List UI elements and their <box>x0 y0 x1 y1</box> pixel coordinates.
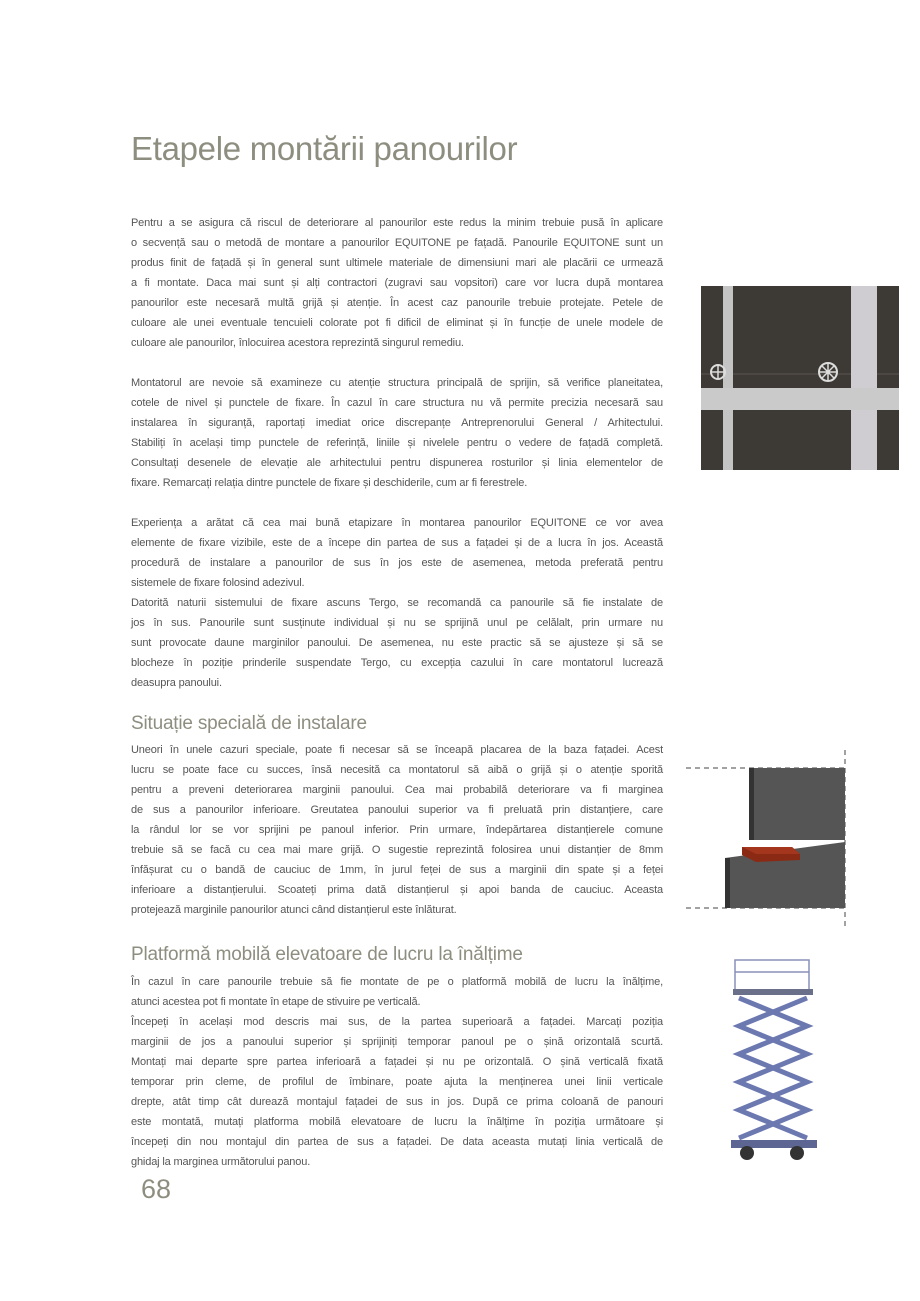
platform-paragraph-2 <box>131 1012 663 1172</box>
text-line: temporar prin cleme, de profilul de îmbinare, poate ajuta la menținerea unei linii verticale <box>131 1076 663 1088</box>
text-line: În cazul în care panourile trebuie să fie montate de pe o platformă mobilă de lucru la înălțime, <box>131 976 663 988</box>
text-line: Uneori în unele cazuri speciale, poate fi necesar să se înceapă placarea de la baza fațadei. Acest <box>131 744 663 756</box>
text-line: instalarea în siguranță, raportați imediat orice discrepanțe Antreprenorului General / Arhitectului. <box>131 417 663 429</box>
text-line: Montatorul are nevoie să examineze cu atenție structura principală de sprijin, să verifice planeitatea, <box>131 377 663 389</box>
text-line: atunci acestea pot fi montate în etape de stivuire pe verticală. <box>131 996 421 1008</box>
text-line: pentru a preveni deteriorarea marginii panoului. Cea mai probabilă deteriorare va fi marginea <box>131 784 663 796</box>
text-line: protejează marginile panourilor atunci când distanțierul este înlăturat. <box>131 904 457 916</box>
text-line: fixare. Remarcați relația dintre punctele de fixare și deschiderile, cum ar fi ferestrele. <box>131 477 528 489</box>
text-line: Pentru a se asigura că riscul de deteriorare al panourilor este redus la minim trebuie pusă în aplicare <box>131 217 663 229</box>
text-line: produs finit de fațadă și în general sunt ultimele materiale de dimensiuni mari ale placării ce urmează <box>131 257 663 269</box>
spacer-diagram <box>686 750 848 930</box>
text-line: Stabiliți în același timp punctele de referință, liniile și nivelele pentru o vedere de fațadă completă. <box>131 437 663 449</box>
text-line: a fi montate. Daca mai sunt și alți contractori (zugravi sau vopsitori) care vor lucra după montarea <box>131 277 663 289</box>
text-line: culoare ale unei eventuale tencuieli colorate pot fi dificil de eliminat și în funcție de unele modele de <box>131 317 663 329</box>
platform-paragraph-1 <box>131 972 663 1012</box>
text-line: o secvență sau o metodă de montare a panourilor EQUITONE pe fațadă. Panourile EQUITONE sunt un <box>131 237 663 249</box>
text-line: sunt provocate daune marginilor panoului. De asemenea, nu este practic să se ajusteze și să se <box>131 637 663 649</box>
text-line: procedură de instalare a panourilor de sus în jos este de asemenea, metoda preferată pentru <box>131 557 663 569</box>
text-line: inferioare a distanțierului. Scoateți prima dată distanțierul și apoi banda de cauciuc. Aceasta <box>131 884 663 896</box>
page-number: 68 <box>141 1174 172 1204</box>
tergo-paragraph <box>131 593 663 693</box>
text-line: culoare ale panourilor, înlocuirea acestora reprezintă singurul remediu. <box>131 337 464 349</box>
text-line: trebuie să se facă cu cea mai mare grijă. O sugestie reprezintă folosirea unui distanțier de 8mm <box>131 844 663 856</box>
intro-paragraph <box>131 213 663 353</box>
text-line: elemente de fixare vizibile, este de a începe din partea de sus a fațadei și de a lucra în jos. Această <box>131 537 663 549</box>
text-line: cotele de nivel și punctele de fixare. În cazul în care structura nu vă permite precizia necesară sau <box>131 397 663 409</box>
text-line: Consultați desenele de elevație ale arhitectului pentru dispunerea rosturilor și linia elementelor de <box>131 457 663 469</box>
text-line: drepte, atât timp cât durează montajul fațadei de sus in jos. După ce prima coloană de panouri <box>131 1096 663 1108</box>
text-line: ghidaj la marginea următorului panou. <box>131 1156 311 1168</box>
text-line: este montată, mutați platforma mobilă elevatoare de lucru la înălțime în poziția următoare și <box>131 1116 663 1128</box>
text-line: marginii de jos a panoului superior și sprijiniți temporar panoul pe o șină orizontală scurtă. <box>131 1036 663 1048</box>
text-line: Experiența a arătat că cea mai bună etapizare în montarea panourilor EQUITONE ce vor avea <box>131 517 663 529</box>
text-line: de sus a panourilor inferioare. Greutatea panoului superior va fi preluată prin distanțiere, care <box>131 804 663 816</box>
platform-section-heading: Platformă mobilă elevatoare de lucru la înălțime <box>131 944 523 965</box>
text-line: Montați mai departe spre partea inferioară a fațadei și nu pe orizontală. O șină verticală fixată <box>131 1056 663 1068</box>
page-title: Etapele montării panourilor <box>131 130 518 167</box>
text-line: la rândul lor se vor sprijini pe panoul inferior. Prin urmare, îndepărtarea distanțierele comune <box>131 824 663 836</box>
text-line: jos în sus. Panourile sunt susținute individual și nu se sprijină unul pe celălalt, prin urmare nu <box>131 617 663 629</box>
experience-paragraph <box>131 513 663 593</box>
text-line: începeți din nou montajul din partea de sus a fațadei. De data aceasta mutați linia verticală de <box>131 1136 663 1148</box>
text-line: sistemele de fixare folosind adezivul. <box>131 577 305 589</box>
special-section-heading: Situație specială de instalare <box>131 713 367 734</box>
structure-paragraph <box>131 373 663 493</box>
special-section-text <box>131 740 663 920</box>
text-line: panourilor este necesară multă grijă și atenție. În acest caz panourile trebuie protejate. Petele de <box>131 297 663 309</box>
text-line: Datorită naturii sistemului de fixare ascuns Tergo, se recomandă ca panourile să fie instalate de <box>131 597 663 609</box>
text-line: deasupra panoului. <box>131 677 222 689</box>
text-line: lucru se poate face cu succes, însă necesită ca montatorul să aibă o grijă și o atenție sporită <box>131 764 663 776</box>
text-line: blocheze în poziție prinderile suspendate Tergo, cu excepția cazului în care montatorul lucrează <box>131 657 663 669</box>
text-line: Începeți în același mod descris mai sus, de la partea superioară a fațadei. Marcați poziția <box>131 1016 663 1028</box>
panel-rails-photo <box>701 286 899 470</box>
text-line: înfășurat cu o bandă de cauciuc de 1mm, în jurul feței de sus a marginii din spate și a feței <box>131 864 663 876</box>
scissor-lift-image <box>729 956 821 1166</box>
